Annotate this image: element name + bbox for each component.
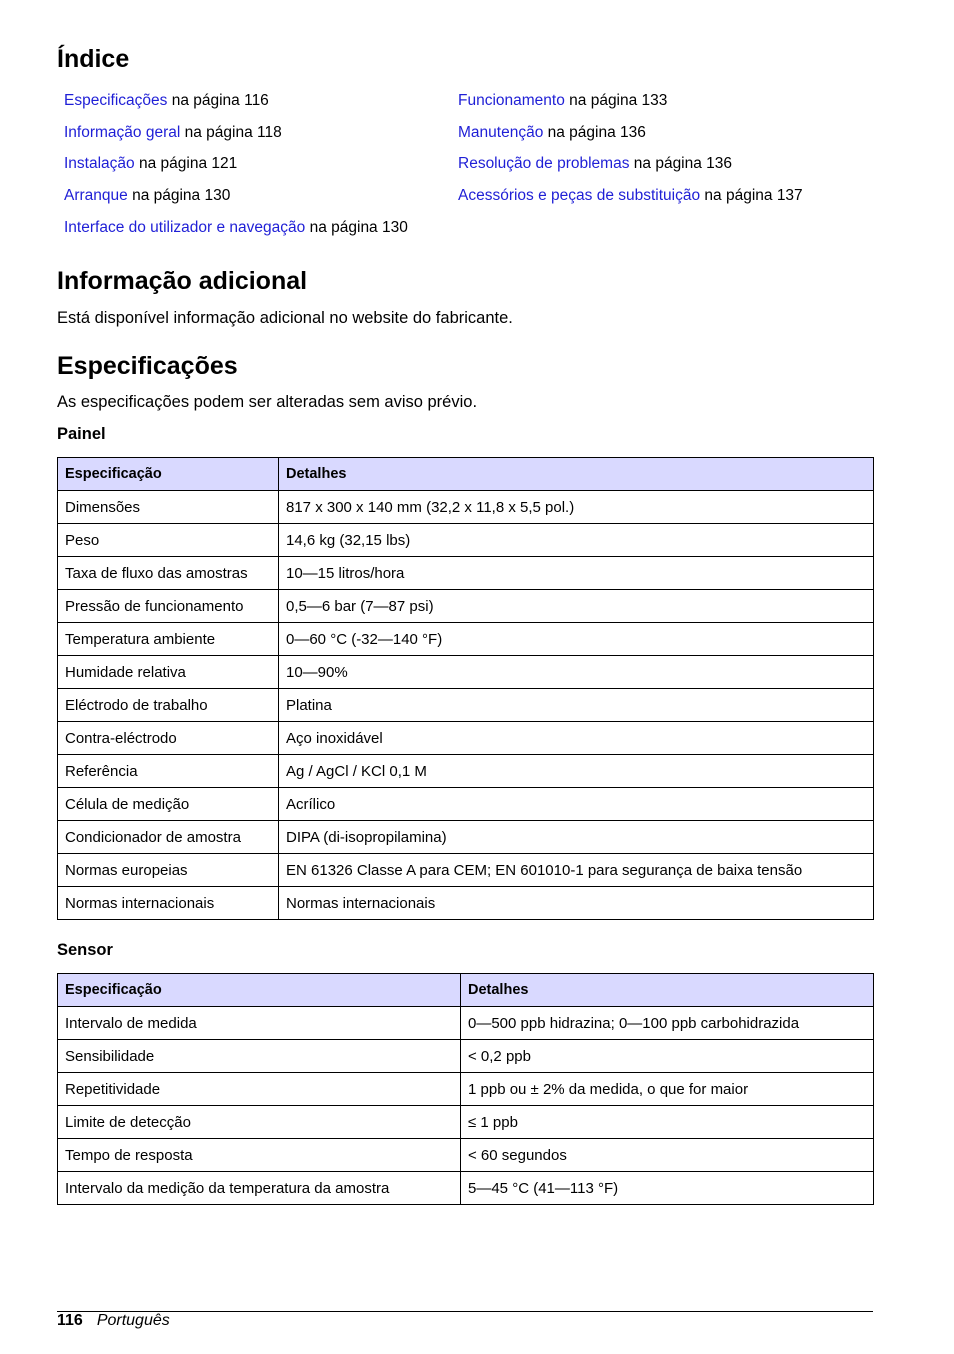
toc-link[interactable]: Arranque <box>64 187 128 205</box>
sensor-heading: Sensor <box>57 941 113 959</box>
spec-name-cell: Temperatura ambiente <box>58 623 279 656</box>
toc-link[interactable]: Interface do utilizador e navegação <box>64 218 306 236</box>
table-row <box>58 689 874 722</box>
spec-detail-cell: 5—45 °C (41—113 °F) <box>461 1172 874 1205</box>
panel-spec-table <box>57 457 874 920</box>
table-row <box>58 491 874 524</box>
column-header-specification: Especificação <box>58 458 279 491</box>
spec-detail-cell: ≤ 1 ppb <box>461 1106 874 1139</box>
spec-name-cell: Condicionador de amostra <box>58 821 279 854</box>
table-row <box>58 590 874 623</box>
toc-link[interactable]: Manutenção <box>458 123 544 141</box>
toc-item: Arranque na página 130 <box>64 187 231 205</box>
spec-name-cell: Célula de medição <box>58 788 279 821</box>
additional-info-text: Está disponível informação adicional no website do fabricante. <box>57 309 513 327</box>
spec-name-cell: Dimensões <box>58 491 279 524</box>
table-header-row <box>58 458 874 491</box>
spec-name-cell: Peso <box>58 524 279 557</box>
table-header-row <box>58 974 874 1007</box>
spec-name-cell: Limite de detecção <box>58 1106 461 1139</box>
toc-item: Resolução de problemas na página 136 <box>458 155 733 173</box>
spec-name-cell: Intervalo de medida <box>58 1007 461 1040</box>
toc-item: Interface do utilizador e navegação na página 130 <box>64 218 408 236</box>
spec-detail-cell: Ag / AgCl / KCl 0,1 M <box>279 755 874 788</box>
specifications-title: Especificações <box>57 352 238 380</box>
spec-detail-cell: < 0,2 ppb <box>461 1040 874 1073</box>
table-row <box>58 1106 874 1139</box>
toc-link[interactable]: Informação geral <box>64 123 181 141</box>
table-row <box>58 821 874 854</box>
spec-detail-cell: Platina <box>279 689 874 722</box>
table-row <box>58 557 874 590</box>
spec-detail-cell: 10—15 litros/hora <box>279 557 874 590</box>
spec-name-cell: Taxa de fluxo das amostras <box>58 557 279 590</box>
spec-detail-cell: < 60 segundos <box>461 1139 874 1172</box>
toc-link[interactable]: Especificações <box>64 92 168 109</box>
spec-detail-cell: Normas internacionais <box>279 887 874 920</box>
footer-divider <box>57 1311 873 1312</box>
sensor-spec-table <box>57 973 874 1205</box>
spec-name-cell: Eléctrodo de trabalho <box>58 689 279 722</box>
spec-detail-cell: 1 ppb ou ± 2% da medida, o que for maior <box>461 1073 874 1106</box>
toc-link[interactable]: Acessórios e peças de substituição <box>458 187 701 205</box>
spec-detail-cell: DIPA (di-isopropilamina) <box>279 821 874 854</box>
spec-name-cell: Normas europeias <box>58 854 279 887</box>
spec-name-cell: Sensibilidade <box>58 1040 461 1073</box>
table-row <box>58 1172 874 1205</box>
table-row <box>58 1073 874 1106</box>
column-header-specification: Especificação <box>58 974 461 1007</box>
table-row <box>58 755 874 788</box>
toc-link[interactable]: Instalação <box>64 155 135 173</box>
table-row <box>58 1040 874 1073</box>
spec-name-cell: Normas internacionais <box>58 887 279 920</box>
table-row <box>58 623 874 656</box>
spec-detail-cell: 14,6 kg (32,15 lbs) <box>279 524 874 557</box>
toc-item: Acessórios e peças de substituição na página 137 <box>458 187 803 205</box>
specifications-note: As especificações podem ser alteradas sem aviso prévio. <box>57 393 478 411</box>
spec-name-cell: Humidade relativa <box>58 656 279 689</box>
table-row <box>58 1139 874 1172</box>
spec-name-cell: Repetitividade <box>58 1073 461 1106</box>
toc-column-right <box>458 88 803 215</box>
toc-item: Especificações na página 116 <box>64 92 269 109</box>
additional-info-title: Informação adicional <box>57 267 308 295</box>
toc-item: Instalação na página 121 <box>64 155 238 173</box>
spec-name-cell: Pressão de funcionamento <box>58 590 279 623</box>
toc-title: Índice <box>57 45 130 73</box>
spec-name-cell: Tempo de resposta <box>58 1139 461 1172</box>
toc-link[interactable]: Funcionamento <box>458 92 565 109</box>
spec-detail-cell: 817 x 300 x 140 mm (32,2 x 11,8 x 5,5 pol.) <box>279 491 874 524</box>
spec-name-cell: Contra-eléctrodo <box>58 722 279 755</box>
table-row <box>58 887 874 920</box>
table-row <box>58 722 874 755</box>
table-row <box>58 854 874 887</box>
table-row <box>58 524 874 557</box>
spec-detail-cell: 0—500 ppb hidrazina; 0—100 ppb carbohidrazida <box>461 1007 874 1040</box>
page-footer <box>57 1312 170 1330</box>
spec-detail-cell: 10—90% <box>279 656 874 689</box>
toc-column-left <box>64 88 408 246</box>
spec-name-cell: Referência <box>58 755 279 788</box>
spec-detail-cell: EN 61326 Classe A para CEM; EN 601010-1 para segurança de baixa tensão <box>279 854 874 887</box>
table-row <box>58 1007 874 1040</box>
column-header-details: Detalhes <box>279 458 874 491</box>
panel-heading: Painel <box>57 425 106 443</box>
spec-detail-cell: Acrílico <box>279 788 874 821</box>
table-row <box>58 788 874 821</box>
toc-item: Manutenção na página 136 <box>458 123 646 141</box>
toc-link[interactable]: Resolução de problemas <box>458 155 630 173</box>
column-header-details: Detalhes <box>461 974 874 1007</box>
toc-item: Funcionamento na página 133 <box>458 92 668 109</box>
toc-item: Informação geral na página 118 <box>64 123 282 141</box>
spec-detail-cell: Aço inoxidável <box>279 722 874 755</box>
page-number: 116 <box>57 1312 83 1329</box>
table-row <box>58 656 874 689</box>
spec-detail-cell: 0,5—6 bar (7—87 psi) <box>279 590 874 623</box>
spec-detail-cell: 0—60 °C (-32—140 °F) <box>279 623 874 656</box>
footer-language: Português <box>96 1312 170 1329</box>
spec-name-cell: Intervalo da medição da temperatura da amostra <box>58 1172 461 1205</box>
